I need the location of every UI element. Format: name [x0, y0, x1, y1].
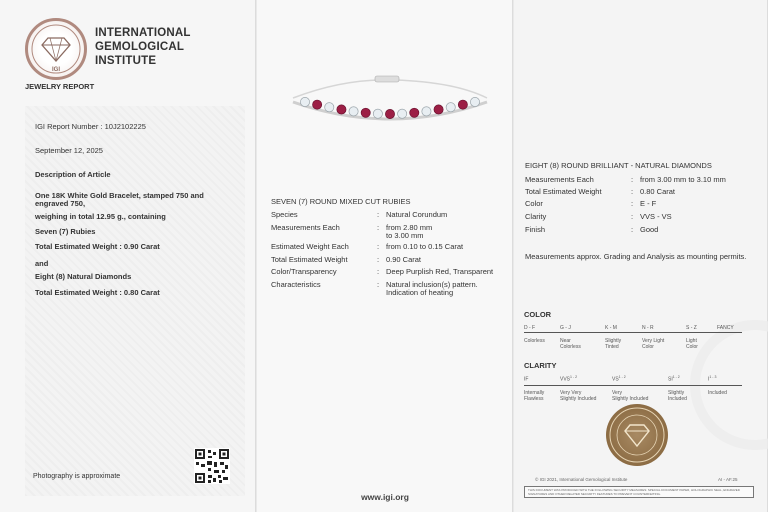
ruby-detail-label: Total Estimated Weight	[271, 255, 348, 264]
ruby-stone	[361, 108, 370, 117]
ruby-detail-value: from 0.10 to 0.15 Carat	[386, 242, 464, 251]
description-line: Very Light	[642, 338, 665, 344]
clarity-scale-title: CLARITY	[524, 361, 557, 370]
diamond-detail-label: Finish	[525, 225, 546, 234]
description-line: Eight (8) Natural Diamonds	[35, 272, 132, 281]
svg-text:IGI: IGI	[51, 67, 61, 73]
clarity-grade-range: 1 - 3	[709, 375, 717, 379]
org-name	[95, 26, 245, 68]
separator: :	[377, 280, 380, 289]
ruby-detail-value: Deep Purplish Red, Transparent	[386, 267, 494, 276]
diamond-detail-row	[525, 187, 755, 197]
diamond-detail-row	[525, 212, 755, 222]
report-number-label: IGI Report Number :	[35, 122, 103, 131]
description-line: Slightly Included	[612, 396, 649, 402]
description-line: engraved 750,	[35, 199, 86, 208]
diamond-stone	[446, 103, 455, 112]
description-line: Total Estimated Weight : 0.90 Carat	[35, 242, 160, 251]
description-line: Colorless	[524, 338, 545, 344]
separator: :	[377, 242, 380, 251]
ruby-detail-value: 0.90 Carat	[386, 255, 422, 264]
ruby-detail-label: Measurements Each	[271, 223, 340, 232]
ruby-detail-label: Color/Transparency	[271, 267, 337, 276]
clarity-grade-label: SI	[668, 376, 673, 383]
color-grade: K - M	[605, 325, 617, 331]
description-line: One 18K White Gold Bracelet, stamped 750 and	[35, 191, 204, 200]
report-left-panel	[0, 0, 256, 512]
diamond-stone	[300, 97, 309, 106]
website-link[interactable]: www.igi.org	[361, 492, 409, 502]
org-name-line: GEMOLOGICAL	[95, 41, 185, 53]
separator: :	[377, 223, 380, 232]
copyright: © IGI 2021, International Gemological Institute	[535, 477, 628, 482]
separator: :	[377, 267, 380, 276]
clarity-grade	[524, 375, 528, 383]
separator: :	[377, 210, 380, 219]
diamond-detail-row	[525, 225, 755, 235]
clarity-grade-range: 1 - 2	[570, 375, 578, 379]
color-grade-description	[642, 338, 664, 350]
description-line: Internally	[524, 390, 545, 396]
description-line: Included	[708, 390, 727, 396]
diamond-detail-label: Measurements Each	[525, 175, 594, 184]
clarity-grade	[560, 375, 577, 383]
grading-note: Measurements approx. Grading and Analysis as mounting permits.	[525, 252, 747, 261]
diamond-detail-row	[525, 175, 755, 185]
color-grade-description	[605, 338, 621, 350]
bracelet-photo	[285, 70, 495, 130]
separator: :	[377, 255, 380, 264]
diamond-stone	[349, 107, 358, 116]
color-grade-description	[524, 338, 545, 344]
separator: :	[631, 175, 634, 184]
report-number	[35, 122, 146, 131]
diamond-stone	[422, 107, 431, 116]
clarity-grade-label: VVS	[560, 376, 571, 383]
clarity-grade-description	[524, 390, 544, 402]
clarity-grade-range: 1 - 2	[618, 375, 626, 379]
description-line: Included	[668, 396, 687, 402]
igi-logo-icon	[25, 18, 87, 80]
color-grade: S - Z	[686, 325, 697, 331]
diamond-stone	[470, 97, 479, 106]
description-line: Very	[612, 390, 623, 396]
ruby-detail-value: Natural Corundum	[386, 210, 448, 219]
ruby-stone	[410, 108, 419, 117]
form-code: AI - AF.25	[718, 477, 738, 482]
photo-note: Photography is approximate	[33, 473, 121, 480]
description-line: Very Very	[560, 390, 582, 396]
color-grade: D - F	[524, 325, 536, 331]
color-grade: FANCY	[717, 325, 734, 331]
report-number-value: 10J2102225	[104, 122, 146, 131]
color-grade: N - R	[642, 325, 654, 331]
description-line: weighing in total 12.95 g., containing	[35, 212, 166, 221]
clarity-scale-bar	[524, 385, 742, 386]
security-fine-print: THIS DOCUMENT WAS PRODUCED WITH THE FOLLOWING SECURITY MEASURES: SPECIAL DOCUMENT PAPER, HOLOGRAPHIC SEAL, ENGRAVED SIGNATURES AND OTHER RELATED SECURITY FEATURES TO PREVENT COUNTERFEITING.	[524, 486, 754, 498]
color-grade: G - J	[560, 325, 571, 331]
description-line: Slightly	[668, 390, 685, 396]
separator: :	[631, 187, 634, 196]
description-line: Slightly	[605, 338, 622, 344]
clarity-grade-label: VS	[612, 376, 619, 383]
description-line: Tinted	[605, 344, 619, 350]
diamond-detail-value: Good	[640, 225, 659, 234]
diamond-stone	[325, 103, 334, 112]
clarity-grade	[668, 375, 680, 383]
holographic-seal-icon	[606, 404, 668, 466]
description-line: Colorless	[560, 344, 581, 350]
clarity-grade	[708, 375, 716, 383]
diamond-stone	[373, 109, 382, 118]
rubies-title: SEVEN (7) ROUND MIXED CUT RUBIES	[271, 197, 411, 206]
ruby-detail-row	[271, 223, 511, 243]
diamond-detail-label: Clarity	[525, 212, 547, 221]
separator: :	[631, 225, 634, 234]
diamond-detail-row	[525, 199, 755, 209]
ruby-stone	[458, 100, 467, 109]
diamond-detail-value: from 3.00 mm to 3.10 mm	[640, 175, 726, 184]
ruby-stone	[385, 109, 394, 118]
diamond-detail-value: VVS - VS	[640, 212, 672, 221]
diamond-detail-value: 0.80 Carat	[640, 187, 676, 196]
clarity-grade-description	[668, 390, 687, 402]
color-grade-description	[686, 338, 698, 350]
ruby-stone	[337, 105, 346, 114]
clarity-grade	[612, 375, 626, 383]
description-line: Seven (7) Rubies	[35, 227, 96, 236]
report-date: September 12, 2025	[35, 146, 103, 155]
clarity-grade-description	[612, 390, 648, 402]
ruby-detail-value: Natural inclusion(s) pattern.	[386, 280, 478, 289]
org-name-line: INSTITUTE	[95, 55, 157, 67]
diamond-detail-label: Color	[525, 199, 543, 208]
color-scale-bar	[524, 332, 742, 333]
separator: :	[631, 212, 634, 221]
report-type: JEWELRY REPORT	[25, 82, 95, 91]
separator: :	[631, 199, 634, 208]
diamonds-title: EIGHT (8) ROUND BRILLIANT - NATURAL DIAMONDS	[525, 161, 712, 170]
ruby-detail-label: Characteristics	[271, 280, 321, 289]
diamond-stone	[398, 109, 407, 118]
description-line: and	[35, 259, 49, 268]
ruby-detail-value: to 3.00 mm	[386, 231, 424, 240]
report-summary-box	[25, 106, 245, 496]
description-line: Color	[642, 344, 654, 350]
ruby-detail-value: from 2.80 mm	[386, 223, 433, 232]
color-scale-title: COLOR	[524, 310, 552, 319]
color-grade-description	[560, 338, 581, 350]
clarity-grade-label: IF	[524, 376, 529, 383]
ruby-detail-value: Indication of heating	[386, 288, 454, 297]
ruby-detail-row	[271, 280, 511, 300]
qr-code-icon[interactable]	[194, 448, 230, 484]
org-name-line: INTERNATIONAL	[95, 27, 191, 39]
clarity-grade-label: I	[708, 376, 710, 383]
description-line: Slightly Included	[560, 396, 597, 402]
description-title: Description of Article	[35, 170, 111, 179]
clarity-grade-description	[560, 390, 596, 402]
ruby-detail-label: Estimated Weight Each	[271, 242, 349, 251]
diamond-detail-value: E - F	[640, 199, 657, 208]
clarity-grade-range: 1 - 2	[672, 375, 680, 379]
clarity-grade-description	[708, 390, 727, 396]
description-line: Light	[686, 338, 697, 344]
description-line: Color	[686, 344, 698, 350]
ruby-detail-label: Species	[271, 210, 298, 219]
description-line: Total Estimated Weight : 0.80 Carat	[35, 288, 160, 297]
ruby-stone	[434, 105, 443, 114]
description-line: Flawless	[524, 396, 544, 402]
ruby-stone	[313, 100, 322, 109]
diamond-detail-label: Total Estimated Weight	[525, 187, 602, 196]
description-line: Near	[560, 338, 571, 344]
